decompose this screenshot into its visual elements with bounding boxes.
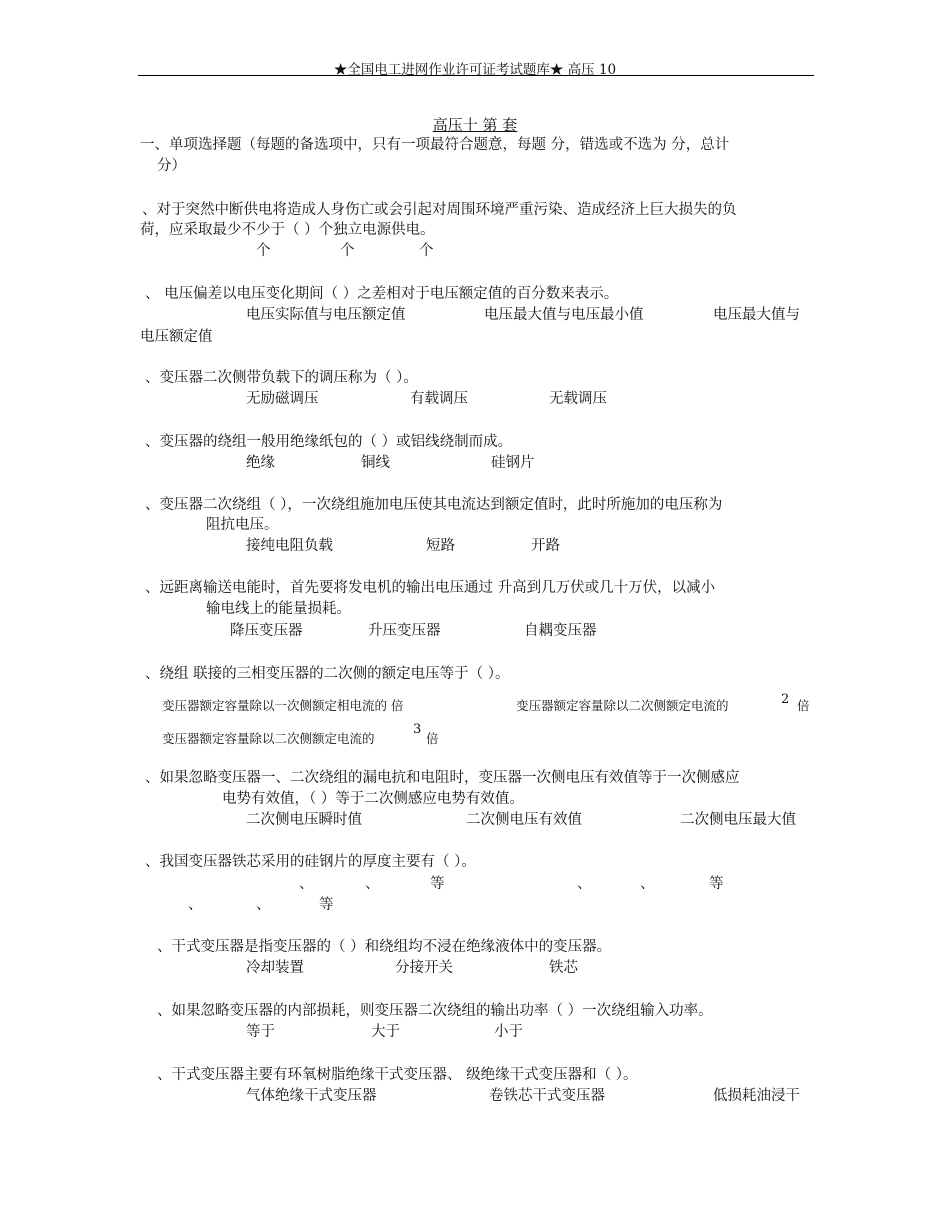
question-9-option-b-end: 等: [709, 876, 724, 892]
question-5-option-c: 开路: [531, 538, 560, 554]
question-8-stem-cont: 电势有效值，（ ）等于二次侧感应电势有效值。: [222, 791, 524, 807]
question-2-option-a: 电压实际值与电压额定值: [246, 307, 406, 323]
question-2-option-c-cont: 电压额定值: [140, 329, 213, 345]
question-10-option-a: 冷却装置: [246, 960, 304, 976]
question-1-option-a: 个: [256, 243, 271, 259]
question-6-stem: 、远距离输送电能时，首先要将发电机的输出电压通过 升高到几万伏或几十万伏，以减小: [145, 580, 716, 596]
question-11-option-b: 大于: [371, 1024, 400, 1040]
question-8-option-b: 二次侧电压有效值: [466, 812, 582, 828]
question-1-option-b: 个: [340, 243, 355, 259]
question-8-option-c: 二次侧电压最大值: [680, 812, 796, 828]
question-1-stem: 、对于突然中断供电将造成人身伤亡或会引起对周围环境严重污染、造成经济上巨大损失的负: [142, 202, 737, 218]
question-3-stem: 、变压器二次侧带负载下的调压称为（ ）。: [145, 370, 418, 386]
question-12-option-a: 气体绝缘干式变压器: [246, 1088, 377, 1104]
question-12-option-b: 卷铁芯干式变压器: [489, 1088, 605, 1104]
question-6-option-a: 降压变压器: [230, 623, 303, 639]
question-9-option-a-end: 等: [430, 876, 445, 892]
page-title: 高压十 第 套: [432, 116, 518, 134]
header-rule: [138, 75, 814, 76]
question-4-option-a: 绝缘: [246, 455, 275, 471]
question-5-stem-cont: 阻抗电压。: [206, 517, 279, 533]
question-7-option-b-suffix: 倍: [797, 698, 810, 713]
question-3-option-c: 无载调压: [549, 391, 607, 407]
question-7-option-c: 变压器额定容量除以二次侧额定电流的: [162, 731, 375, 746]
question-6-stem-cont: 输电线上的能量损耗。: [206, 601, 351, 617]
question-2-stem: 、 电压偏差以电压变化期间（ ）之差相对于电压额定值的百分数来表示。: [145, 286, 619, 302]
question-2-option-c: 电压最大值与: [713, 307, 800, 323]
question-6-option-b: 升压变压器: [368, 623, 441, 639]
question-7-option-b-factor: 2: [781, 692, 790, 707]
question-1-stem-cont: 荷，应采取最少不少于（ ）个独立电源供电。: [140, 222, 435, 238]
question-9-option-c-sep1: 、: [188, 897, 203, 913]
question-2-option-b: 电压最大值与电压最小值: [484, 307, 644, 323]
question-9-option-a-sep2: 、: [365, 876, 380, 892]
question-11-option-c: 小于: [494, 1024, 523, 1040]
question-4-option-b: 铜线: [361, 455, 390, 471]
question-7-option-c-factor: 3: [413, 722, 422, 737]
question-5-option-a: 接纯电阻负载: [246, 538, 333, 554]
question-9-option-b-sep1: 、: [577, 876, 592, 892]
question-11-stem: 、如果忽略变压器的内部损耗，则变压器二次绕组的输出功率（ ）一次绕组输入功率。: [157, 1003, 713, 1019]
question-10-option-c: 铁芯: [549, 960, 578, 976]
question-7-stem: 、绕组 联接的三相变压器的二次侧的额定电压等于（ ）。: [145, 666, 510, 682]
question-5-stem: 、变压器二次绕组（ ），一次绕组施加电压使其电流达到额定值时，此时所施加的电压称为: [145, 497, 723, 513]
question-5-option-b: 短路: [426, 538, 455, 554]
question-4-option-c: 硅钢片: [491, 455, 535, 471]
question-7-option-c-suffix: 倍: [426, 731, 439, 746]
question-3-option-b: 有载调压: [410, 391, 468, 407]
question-3-option-a: 无励磁调压: [246, 391, 319, 407]
question-8-stem: 、如果忽略变压器一、二次绕组的漏电抗和电阻时，变压器一次侧电压有效值等于一次侧感应: [145, 770, 740, 786]
question-10-stem: 、干式变压器是指变压器的（ ）和绕组均不浸在绝缘液体中的变压器。: [157, 939, 612, 955]
question-9-stem: 、我国变压器铁芯采用的硅钢片的厚度主要有（ ）。: [145, 854, 476, 870]
question-7-option-b: 变压器额定容量除以二次侧额定电流的: [516, 698, 729, 713]
question-1-option-c: 个: [419, 243, 434, 259]
question-10-option-b: 分接开关: [395, 960, 453, 976]
page-header: ★全国电工进网作业许可证考试题库★ 高压 10: [333, 62, 617, 78]
question-6-option-c: 自耦变压器: [524, 623, 597, 639]
question-9-option-c-sep2: 、: [256, 897, 271, 913]
question-8-option-a: 二次侧电压瞬时值: [246, 812, 362, 828]
question-11-option-a: 等于: [246, 1024, 275, 1040]
question-9-option-b-sep2: 、: [640, 876, 655, 892]
question-12-stem: 、干式变压器主要有环氧树脂绝缘干式变压器、 级绝缘干式变压器和（ ）。: [157, 1067, 638, 1083]
question-7-option-a: 变压器额定容量除以一次侧额定相电流的 倍: [162, 698, 404, 713]
section-heading: 一、单项选择题（每题的备选项中，只有一项最符合题意，每题 分，错选或不选为 分，总计: [140, 137, 730, 153]
question-9-option-a-sep1: 、: [299, 876, 314, 892]
question-12-option-c: 低损耗油浸干: [713, 1088, 800, 1104]
question-4-stem: 、变压器的绕组一般用绝缘纸包的（ ）或铝线绕制而成。: [145, 434, 513, 450]
section-heading-cont: 分）: [157, 158, 186, 174]
question-9-option-c-end: 等: [319, 897, 334, 913]
